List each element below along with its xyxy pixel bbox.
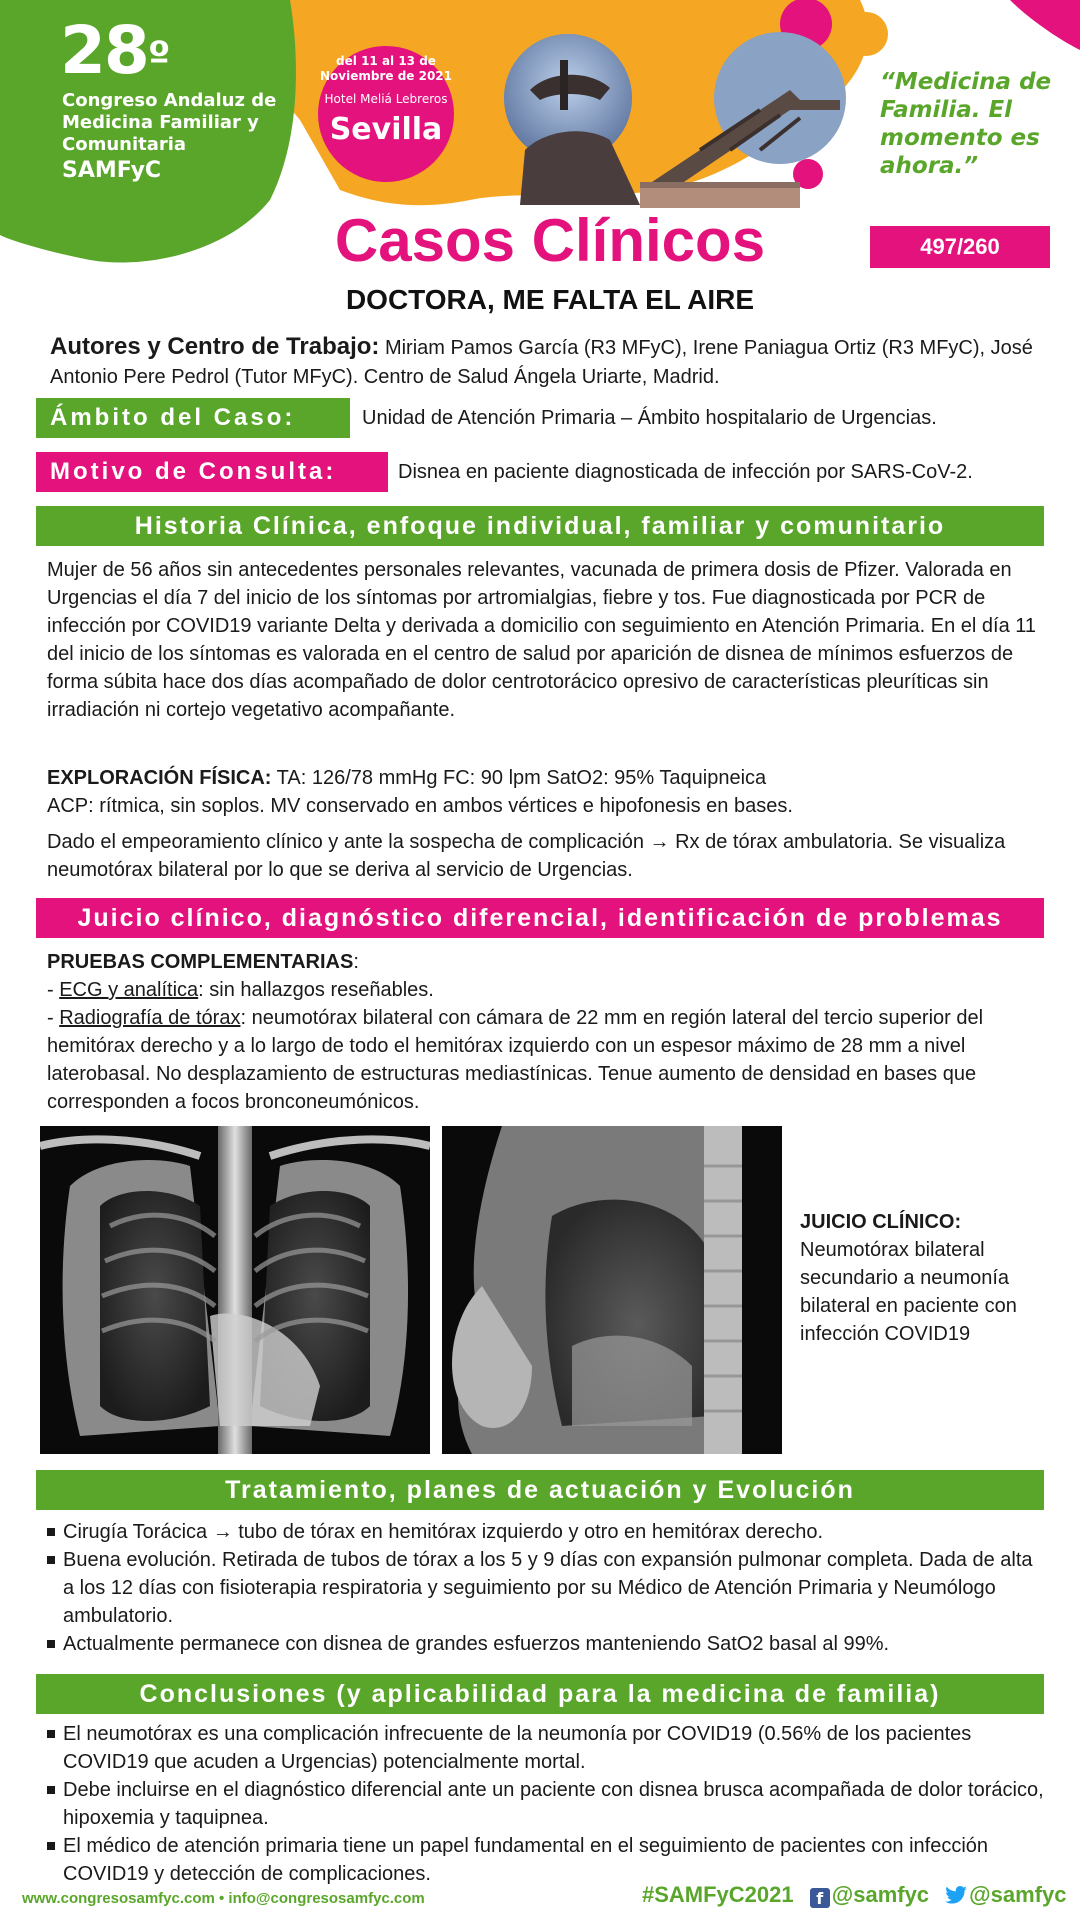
slogan-quote: “Medicina de Familia. El momento es ahora.” bbox=[880, 69, 1052, 179]
authors-label: Autores y Centro de Trabajo: bbox=[50, 333, 380, 360]
case-id-badge: 497/260 bbox=[870, 226, 1050, 268]
juicio-heading: Juicio clínico, diagnóstico diferencial, identificación de problemas bbox=[36, 898, 1044, 938]
rx-text: : neumotórax bilateral con cámara de 22 mm en región lateral del tercio superior del hemitórax derecho y a lo largo de todo el hemitórax izquierdo con un espesor máximo de 28 mm a nivel laterobasal. No desplazamiento de estructuras mediastínicas. Tenue aumento de densidad en bases que corresponden a focos bronconeumónicos. bbox=[47, 1007, 984, 1113]
authors-block bbox=[50, 332, 1050, 392]
tratamiento-heading: Tratamiento, planes de actuación y Evolución bbox=[36, 1470, 1044, 1510]
juicio-clinico-text: Neumotórax bilateral secundario a neumonía bilateral en paciente con infección COVID19 bbox=[800, 1239, 1017, 1345]
list-item: Buena evolución. Retirada de tubos de tórax a los 5 y 9 días con expansión pulmonar completa. Dada de alta a los 12 días con fisioterapia respiratoria y seguimiento por su Médico de Atención Primaria y Neumólogo ambulatorio. bbox=[47, 1546, 1047, 1630]
exploracion-line2: ACP: rítmica, sin soplos. MV conservado en ambos vértices e hipofonesis en bases. bbox=[47, 795, 793, 817]
congress-name: Congreso Andaluz de Medicina Familiar y Comunitaria bbox=[62, 90, 277, 155]
historia-paragraph: Mujer de 56 años sin antecedentes personales relevantes, vacunada de primera dosis de Pfizer. Valorada en Urgencias el día 7 del inicio de los síntomas por artromialgias, fiebre y tos. Fue diagnosticada por PCR de infección por COVID19 variante Delta y derivada a domicilio con seguimiento en Atención Primaria. En el día 11 del inicio de los síntomas es valorada en el centro de salud por aparición de disnea de mínimos esfuerzos de forma súbita hace dos días acompañado de dolor centrotorácico opresivo de características pleuríticas sin irradiación ni cortejo vegetativo acompañante. bbox=[47, 559, 1037, 721]
badge-dates: del 11 al 13 de Noviembre de 2021 bbox=[320, 54, 452, 83]
twitter-icon[interactable] bbox=[945, 1886, 967, 1904]
historia-conclusion: Dado el empeoramiento clínico y ante la sospecha de complicación → Rx de tórax ambulatoria. Se visualiza neumotórax bilateral por lo que se deriva al servicio de Urgencias. bbox=[47, 831, 1006, 881]
footer-hashtag: #SAMFyC2021 bbox=[642, 1882, 794, 1907]
chest-xray-lateral-image bbox=[442, 1126, 782, 1454]
chest-xray-pa-image bbox=[40, 1126, 430, 1454]
list-item: Actualmente permanece con disnea de grandes esfuerzos manteniendo SatO2 basal al 99%. bbox=[47, 1630, 1047, 1658]
juicio-clinico-block bbox=[800, 1208, 1050, 1348]
authors-text: Miriam Pamos García (R3 MFyC), Irene Paniagua Ortiz (R3 MFyC), José Antonio Pere Pedrol (Tutor MFyC). Centro de Salud Ángela Uriarte, Madrid. bbox=[50, 337, 1033, 388]
pruebas-label: PRUEBAS COMPLEMENTARIAS bbox=[47, 951, 354, 973]
exploracion-block bbox=[47, 764, 1047, 820]
rx-label: Radiografía de tórax bbox=[59, 1007, 241, 1029]
footer-twitter[interactable]: @samfyc bbox=[969, 1882, 1067, 1907]
date-badge bbox=[318, 46, 454, 182]
ecg-label: ECG y analítica bbox=[59, 979, 199, 1001]
exploracion-label: EXPLORACIÓN FÍSICA: bbox=[47, 767, 272, 789]
list-item: El médico de atención primaria tiene un papel fundamental en el seguimiento de pacientes con infección COVID19 y detección de complicaciones. bbox=[47, 1832, 1047, 1888]
footer-social bbox=[642, 1882, 1066, 1908]
list-item: Debe incluirse en el diagnóstico diferencial ante un paciente con disnea brusca acompañada de dolor torácico, hipoxemia y taquipnea. bbox=[47, 1776, 1047, 1832]
page-title: Casos Clínicos bbox=[334, 207, 766, 274]
edition-number: $28^º$ bbox=[60, 12, 169, 89]
badge-venue: Hotel Meliá Lebreros bbox=[324, 92, 448, 106]
pruebas-block: PRUEBAS COMPLEMENTARIAS: - ECG y analítica: sin hallazgos reseñables. - Radiografía de tórax: neumotórax bilateral con cámara de 22 mm en región lateral del tercio superior del hemitórax derecho y a lo largo de todo el hemitórax izquierdo con un espesor máximo de 28 mm a nivel laterobasal. No desplazamiento de estructuras mediastínicas. Tenue aumento de densidad en bases que corresponden a focos bronconeumónicos. bbox=[47, 951, 984, 1113]
case-subtitle: DOCTORA, ME FALTA EL AIRE bbox=[345, 284, 755, 315]
list-item: El neumotórax es una complicación infrecuente de la neumonía por COVID19 (0.56% de los pacientes COVID19 que acuden a Urgencias) potencialmente mortal. bbox=[47, 1720, 1047, 1776]
list-item: Cirugía Torácica → tubo de tórax en hemitórax izquierdo y otro en hemitórax derecho. bbox=[47, 1518, 1047, 1546]
conclusiones-heading: Conclusiones (y aplicabilidad para la medicina de familia) bbox=[36, 1674, 1044, 1714]
ecg-text: : sin hallazgos reseñables. bbox=[198, 979, 434, 1001]
juicio-clinico-label: JUICIO CLÍNICO: bbox=[800, 1211, 962, 1233]
motivo-text: Disnea en paciente diagnosticada de infección por SARS-CoV-2. bbox=[398, 461, 973, 483]
org-name: SAMFyC bbox=[62, 158, 162, 183]
ambito-label: Ámbito del Caso: bbox=[36, 398, 350, 438]
motivo-label: Motivo de Consulta: bbox=[36, 452, 388, 492]
tratamiento-list bbox=[47, 1518, 1047, 1658]
historia-heading: Historia Clínica, enfoque individual, familiar y comunitario bbox=[36, 506, 1044, 546]
exploracion-line1: TA: 126/78 mmHg FC: 90 lpm SatO2: 95% Taquipneica bbox=[276, 767, 767, 789]
badge-city: Sevilla bbox=[329, 112, 443, 147]
ambito-text: Unidad de Atención Primaria – Ámbito hospitalario de Urgencias. bbox=[362, 407, 937, 429]
conclusiones-list bbox=[47, 1720, 1047, 1888]
facebook-icon[interactable]: f bbox=[810, 1888, 830, 1908]
footer-facebook[interactable]: @samfyc bbox=[831, 1882, 930, 1907]
footer-links[interactable]: www.congresosamfyc.com • info@congresosamfyc.com bbox=[22, 1890, 425, 1907]
